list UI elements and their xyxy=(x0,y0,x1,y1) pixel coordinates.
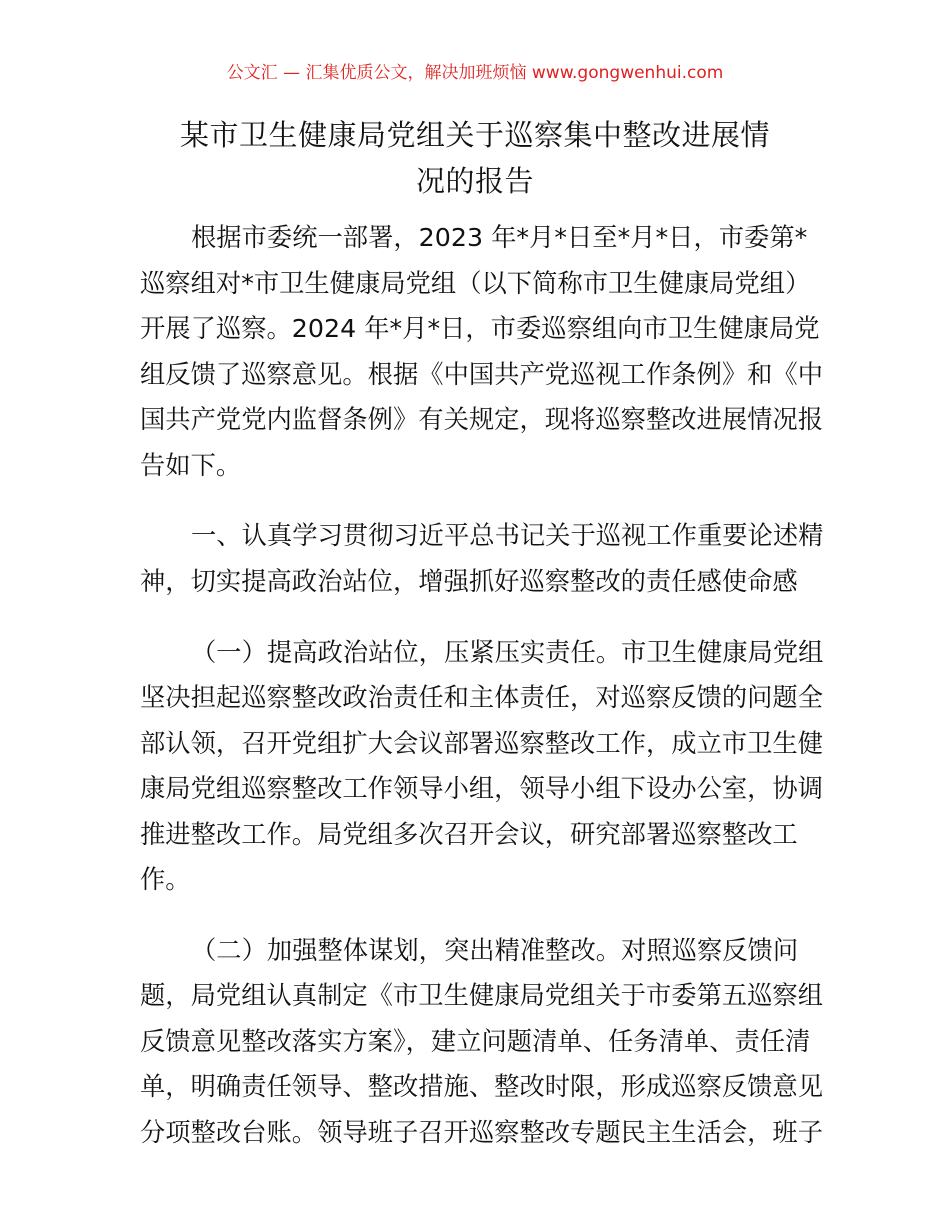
text-line: （二）加强整体谋划，突出精准整改。对照巡察反馈问 xyxy=(191,935,799,965)
text-line: 巡察组对*市卫生健康局党组（以下简称市卫生健康局党组） xyxy=(140,268,811,298)
text-line: 反馈意见整改落实方案》，建立问题清单、任务清单、责任清 xyxy=(140,1026,811,1056)
section-heading-1 xyxy=(140,513,824,604)
text-line: 分项整改台账。领导班子召开巡察整改专题民主生活会，班子 xyxy=(140,1117,824,1147)
text-line: 组反馈了巡察意见。根据《中国共产党巡视工作条例》和《中 xyxy=(140,359,824,389)
text-line: 开展了巡察。2024 年*月*日，市委巡察组向市卫生健康局党 xyxy=(140,314,820,343)
text-line: 告如下。 xyxy=(140,450,242,480)
text-line: 作。 xyxy=(140,865,191,895)
title-line: 某市卫生健康局党组关于巡察集中整改进展情 xyxy=(179,118,770,152)
text-line: 推进整改工作。局党组多次召开会议，研究部署巡察整改工 xyxy=(140,819,798,849)
text-line: 部认领，召开党组扩大会议部署巡察整改工作，成立市卫生健 xyxy=(140,728,824,758)
text-line: （一）提高政治站位，压紧压实责任。市卫生健康局党组 xyxy=(191,637,824,667)
text-line: 康局党组巡察整改工作领导小组，领导小组下设办公室，协调 xyxy=(140,774,824,804)
text-line: 坚决担起巡察整改政治责任和主体责任，对巡察反馈的问题全 xyxy=(140,683,824,713)
text-line: 根据市委统一部署，2023 年*月*日至*月*日，市委第* xyxy=(191,223,808,252)
text-line: 一、认真学习贯彻习近平总书记关于巡视工作重要论述精 xyxy=(191,521,824,551)
document-body xyxy=(140,215,824,1158)
text-line: 神，切实提高政治站位，增强抓好巡察整改的责任感使命感 xyxy=(140,566,798,596)
paragraph-intro xyxy=(140,215,824,488)
text-line: 国共产党党内监督条例》有关规定，现将巡察整改进展情况报 xyxy=(140,405,824,434)
title-line: 况的报告 xyxy=(415,164,534,198)
text-line: 题，局党组认真制定《市卫生健康局党组关于市委第五巡察组 xyxy=(140,981,824,1011)
paragraph-subsection-1 xyxy=(140,630,824,903)
text-line: 单，明确责任领导、整改措施、整改时限，形成巡察反馈意见 xyxy=(140,1072,824,1102)
watermark-banner: 公文汇 — 汇集优质公文，解决加班烦恼 www.gongwenhui.com xyxy=(226,63,724,83)
document-title xyxy=(130,112,820,204)
paragraph-subsection-2 xyxy=(140,928,824,1156)
